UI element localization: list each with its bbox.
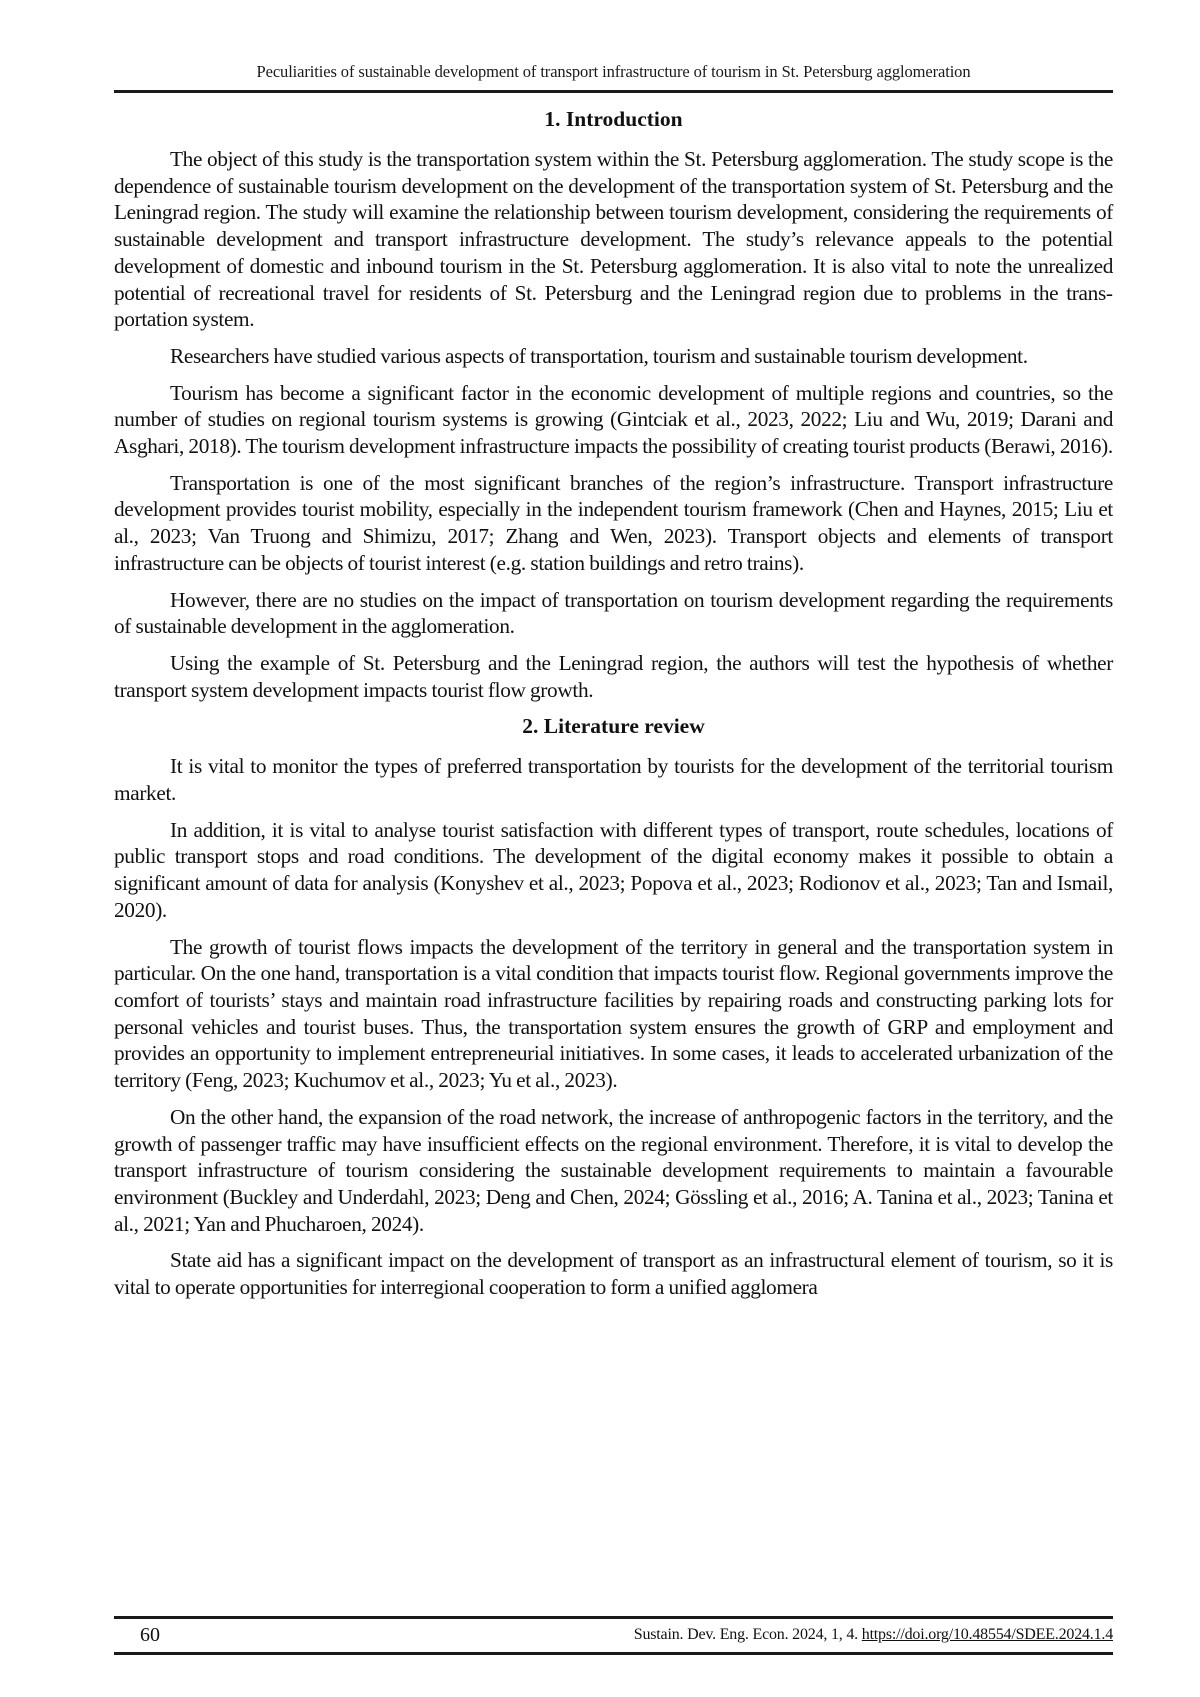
paragraph: The object of this study is the transportation system within the St. Petersburg agglomeration. The study scope is the dependence of sustainable tourism development on the development of the transportation system of St. Petersburg and the Leningrad region. The study will examine the relationship between tourism development, considering the requirements of sustainable development and transport infrastructure development. The study’s relevance appeals to the potential development of domestic and inbound tourism in the St. Petersburg agglomeration. It is also vital to note the unrealized potential of recreational travel for residents of St. Petersburg and the Leningrad region due to problems in the transportation system. <box>114 147 1113 332</box>
paragraph: State aid has a significant impact on the development of transport as an infrastructural element of tourism, so it is vital to operate opportunities for interregional cooperation to form a unified agglomera <box>114 1248 1113 1300</box>
article-body <box>114 106 1113 1311</box>
section-heading-introduction: 1. Introduction <box>544 107 683 131</box>
journal-citation <box>634 1626 1113 1644</box>
paragraph: Tourism has become a significant factor in the economic development of multiple regions and countries, so the number of studies on regional tourism systems is growing (Gintciak et al., 2023, 2022; Liu and Wu, 2019; Darani and Asghari, 2018). The tourism development infrastructure impacts the possibility of creating tourist products (Berawi, 2016). <box>114 380 1113 459</box>
section-heading-literature-review: 2. Literature review <box>522 714 705 739</box>
paragraph: It is vital to monitor the types of preferred transportation by tourists for the development of the territorial tourism market. <box>114 754 1113 806</box>
paragraph: Using the example of St. Petersburg and the Leningrad region, the authors will test the hypothesis of whether transport system development impacts tourist flow growth. <box>114 650 1113 702</box>
paragraph: In addition, it is vital to analyse tourist satisfaction with different types of transport, route schedules, locations of public transport stops and road conditions. The development of the digital economy makes it possible to obtain a significant amount of data for analysis (Konyshev et al., 2023; Popova et al., 2023; Rodionov et al., 2023; Tan and Ismail, 2020). <box>114 817 1113 922</box>
footer-divider-top <box>114 1616 1113 1619</box>
doi-link[interactable]: https://doi.org/10.48554/SDEE.2024.1.4 <box>861 1626 1113 1643</box>
paragraph: Researchers have studied various aspects of transportation, tourism and sustainable tourism development. <box>170 343 1028 368</box>
running-title: Peculiarities of sustainable development of transport infrastructure of tourism in St. Petersburg agglomeration <box>256 62 971 81</box>
paragraph: Transportation is one of the most significant branches of the region’s infrastructure. Transport infrastructure development provides tourist mobility, especially in the independent tourism framework (Chen and Haynes, 2015; Liu et al., 2023; Van Truong and Shimizu, 2017; Zhang and Wen, 2023). Transport objects and elements of transport infrastructure can be objects of tourist interest (e.g. station buildings and retro trains). <box>114 470 1113 575</box>
paragraph: However, there are no studies on the impact of transportation on tourism development regarding the requirements of sustainable development in the agglomeration. <box>114 587 1113 639</box>
paragraph: On the other hand, the expansion of the road network, the increase of anthropogenic factors in the territory, and the growth of passenger traffic may have insufficient effects on the regional environment. Therefore, it is vital to develop the transport infrastructure of tourism considering the sustainable development requirements to maintain a favourable environment (Buckley and Underdahl, 2023; Deng and Chen, 2024; Gössling et al., 2016; A. Tanina et al., 2023; Tanina et al., 2021; Yan and Phucharoen, 2024). <box>114 1104 1113 1236</box>
header-divider <box>114 90 1113 93</box>
footer-divider-bottom <box>114 1652 1113 1655</box>
paragraph: The growth of tourist flows impacts the development of the territory in general and the transportation system in particular. On the one hand, transportation is a vital condition that impacts tourist flow. Regional governments improve the comfort of tourists’ stays and maintain road infrastructure facilities by repairing roads and constructing parking lots for personal vehicles and tourist buses. Thus, the transportation system ensures the growth of GRP and employment and provides an opportunity to implement entrepreneurial initiatives. In some cases, it leads to accelerated urbanization of the territory (Feng, 2023; Kuchumov et al., 2023; Yu et al., 2023). <box>114 934 1113 1093</box>
page-number: 60 <box>140 1624 160 1646</box>
citation-text: Sustain. Dev. Eng. Econ. 2024, 1, 4. <box>633 1626 862 1643</box>
